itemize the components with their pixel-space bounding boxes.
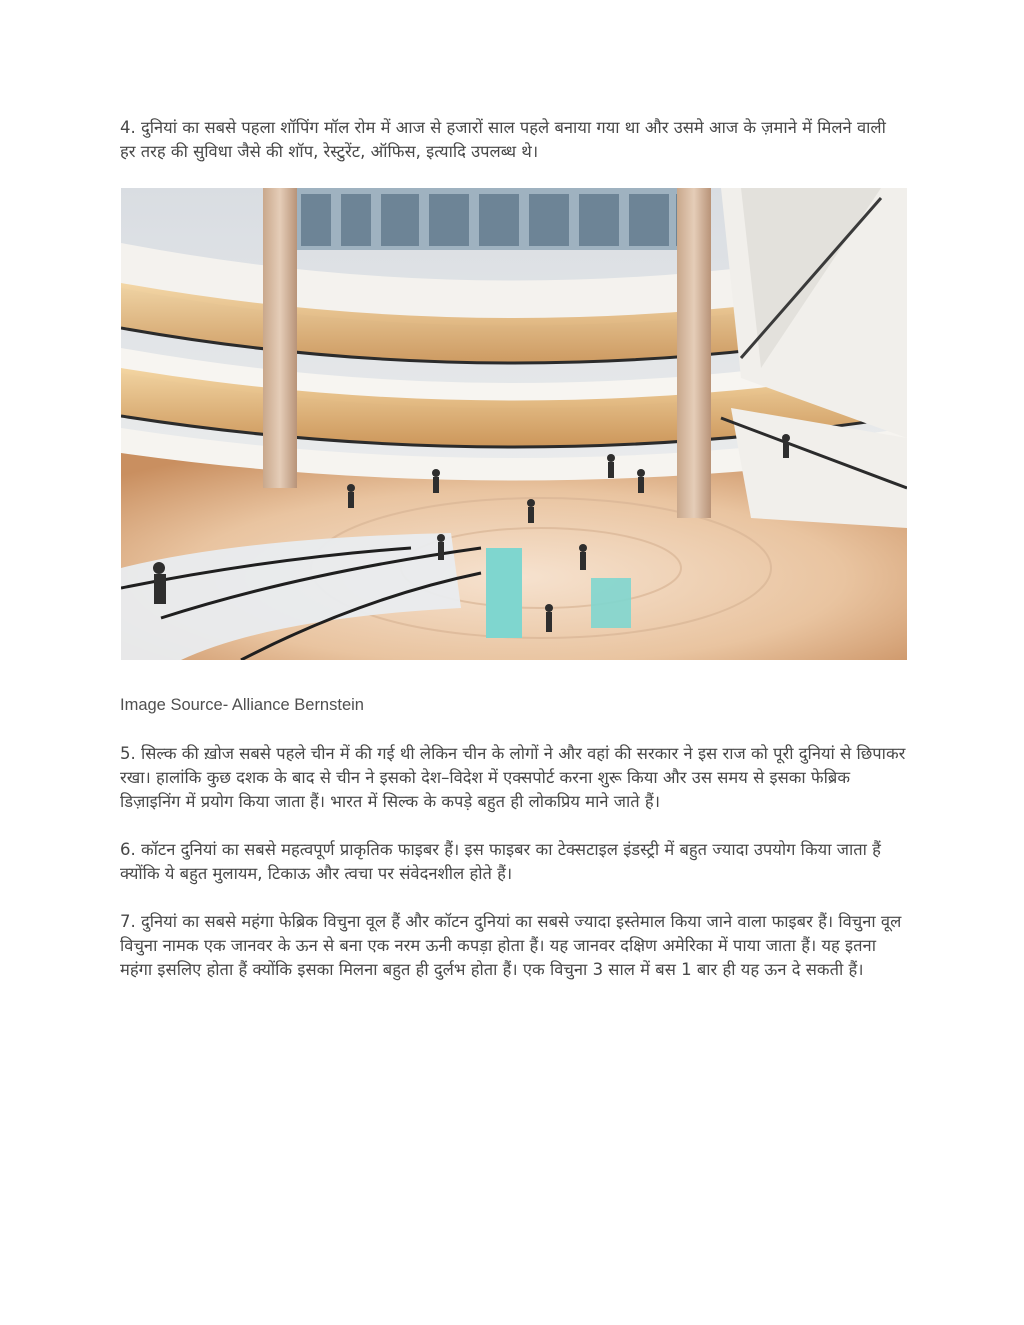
paragraph-6: 6. कॉटन दुनियां का सबसे महत्वपूर्ण प्राकृतिक फाइबर हैं। इस फाइबर का टेक्सटाइल इंडस्ट्री में बहुत ज्यादा उपयोग किया जाता हैं क्योंकि ये बहुत मुलायम, टिकाऊ और त्वचा पर संवेदनशील होते हैं। xyxy=(120,840,881,883)
document-page xyxy=(120,116,906,982)
paragraph-5: 5. सिल्क की ख़ोज सबसे पहले चीन में की गई थी लेकिन चीन के लोगों ने और वहां की सरकार ने इस राज को पूरी दुनियां से छिपाकर रखा। हालांकि कुछ दशक के बाद से चीन ने इसको देश–विदेश में एक्सपोर्ट करना शुरू किया और उस समय से इसका फेब्रिक डिज़ाइनिंग में प्रयोग किया जाता हैं। भारत में सिल्क के कपड़े बहुत ही लोकप्रिय माने जाते हैं। xyxy=(120,744,906,811)
image-caption: Image Source- Alliance Bernstein xyxy=(120,696,364,714)
mall-atrium-illustration xyxy=(121,188,907,660)
paragraph-4: 4. दुनियां का सबसे पहला शॉपिंग मॉल रोम में आज से हजारों साल पहले बनाया गया था और उसमे आज के ज़माने में मिलने वाली हर तरह की सुविधा जैसे की शॉप, रेस्टुरेंट, ऑफिस, इत्यादि उपलब्ध थे। xyxy=(120,118,886,161)
paragraph-7: 7. दुनियां का सबसे महंगा फेब्रिक विचुना वूल हैं और कॉटन दुनियां का सबसे ज्यादा इस्तेमाल किया जाने वाला फाइबर हैं। विचुना वूल विचुना नामक एक जानवर के ऊन से बना एक नरम ऊनी कपड़ा होता हैं। यह जानवर दक्षिण अमेरिका में पाया जाता हैं। यह इतना महंगा इसलिए होता हैं क्योंकि इसका मिलना बहुत ही दुर्लभ होता हैं। एक विचुना 3 साल में बस 1 बार ही यह ऊन दे सकती हैं। xyxy=(120,912,902,979)
shopping-mall-photo xyxy=(121,188,907,660)
